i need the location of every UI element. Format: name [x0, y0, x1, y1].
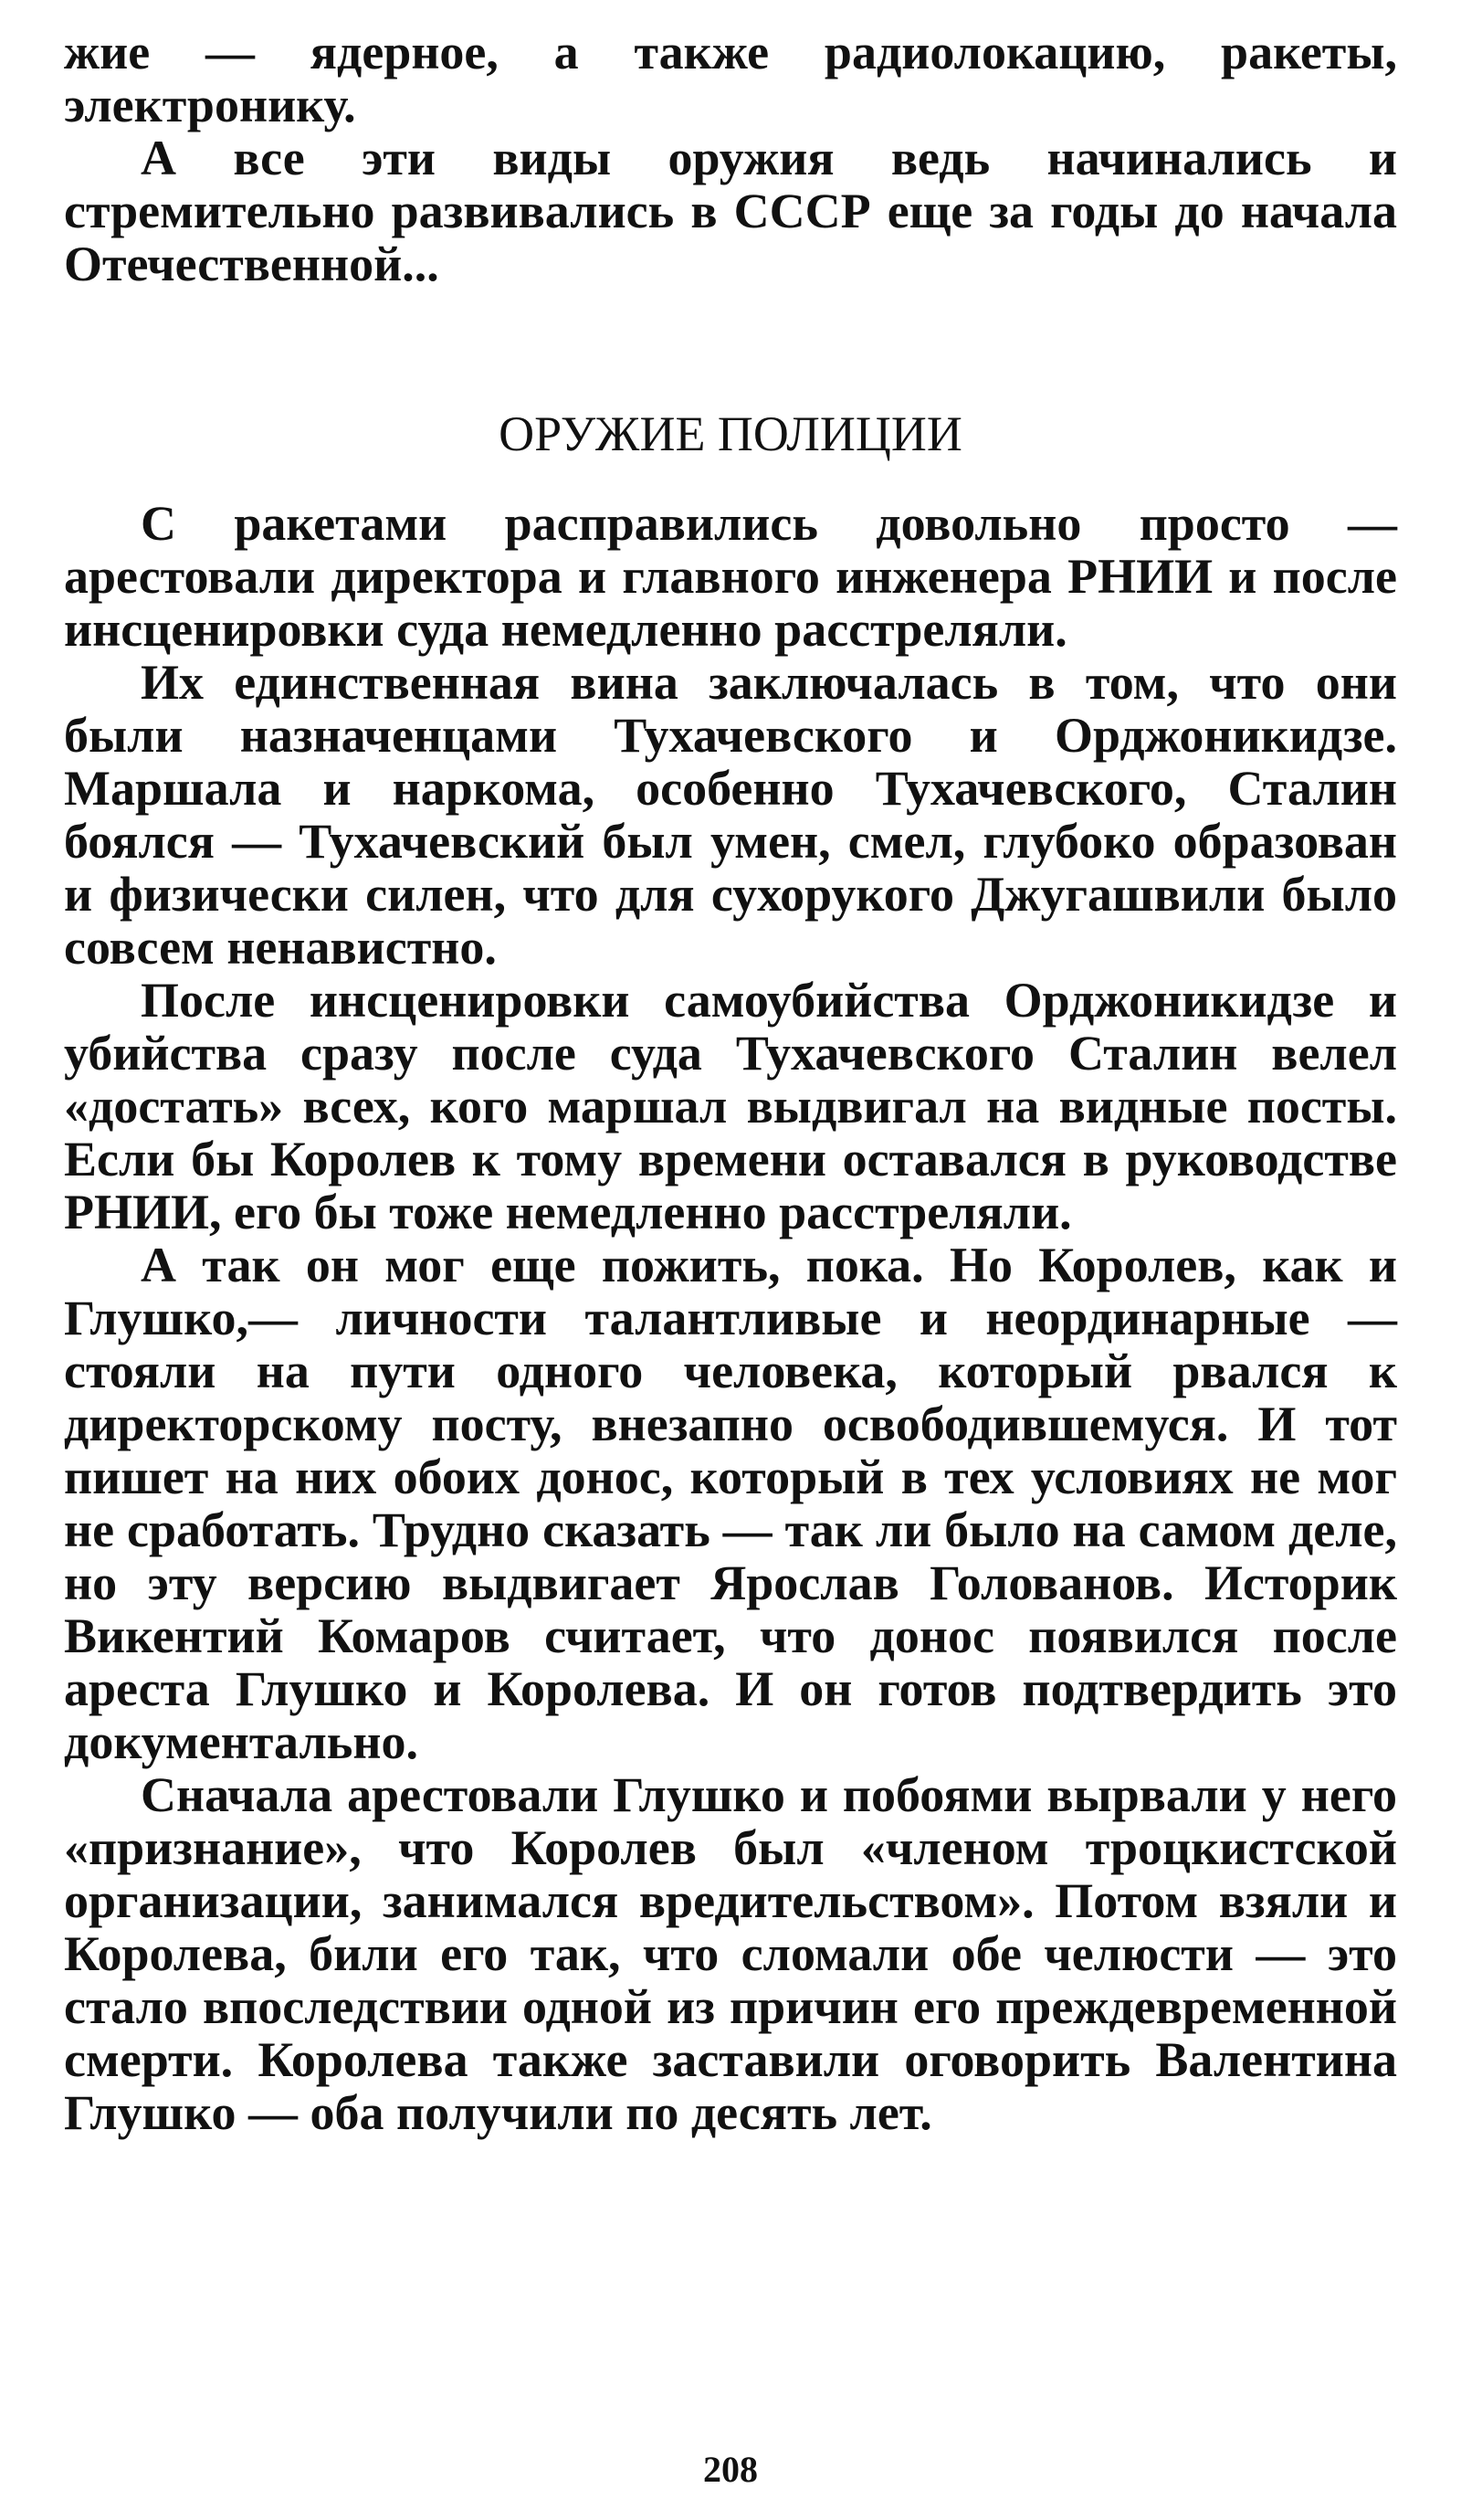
paragraph: Их единственная вина заключалась в том, что они были назначенцами Тухачевского и Орджоникидзе. Маршала и наркома, особенно Тухачевского, Сталин боялся — Тухачевский был умен, смел, глубоко образован и физически силен, что для сухорукого Джугашвили было совсем ненавистно.: [64, 655, 1397, 975]
paragraph: С ракетами расправились довольно просто — арестовали директора и главного инженера РНИИ и после инсценировки суда немедленно расстреляли.: [64, 496, 1397, 657]
paragraph: После инсценировки самоубийства Орджоникидзе и убийства сразу после суда Тухачевского Сталин велел «достать» всех, кого маршал выдвигал на видные посты. Если бы Королев к тому времени оставался в руководстве РНИИ, его бы тоже немедленно расстреляли.: [64, 973, 1397, 1239]
paragraph: Сначала арестовали Глушко и побоями вырвали у него «признание», что Королев был «членом троцкистской организации, занимался вредительством». Потом взяли и Королева, били его так, что сломали обе челюсти — это стало впоследствии одной из причин его преждевременной смерти. Королева также заставили оговорить Валентина Глушко — оба получили по десять лет.: [64, 1767, 1397, 2140]
section-heading: ОРУЖИЕ ПОЛИЦИИ: [499, 406, 962, 461]
book-page: [64, 26, 1397, 2139]
paragraph: А так он мог еще пожить, пока. Но Королев, как и Глушко,— личности талантливые и неординарные — стояли на пути одного человека, который рвался к директорскому посту, внезапно освободившемуся. И тот пишет на них обоих донос, который в тех условиях не мог не сработать. Трудно сказать — так ли было на самом деле, но эту версию выдвигает Ярослав Голованов. Историк Викентий Комаров считает, что донос появился после ареста Глушко и Королева. И он готов подтвердить это документально.: [64, 1238, 1397, 1769]
page-number: 208: [703, 2449, 758, 2490]
paragraph: А все эти виды оружия ведь начинались и стремительно развивались в СССР еще за годы до начала Отечественной...: [64, 131, 1397, 291]
paragraph-continued: жие — ядерное, а также радиолокацию, ракеты, электронику.: [64, 25, 1397, 132]
